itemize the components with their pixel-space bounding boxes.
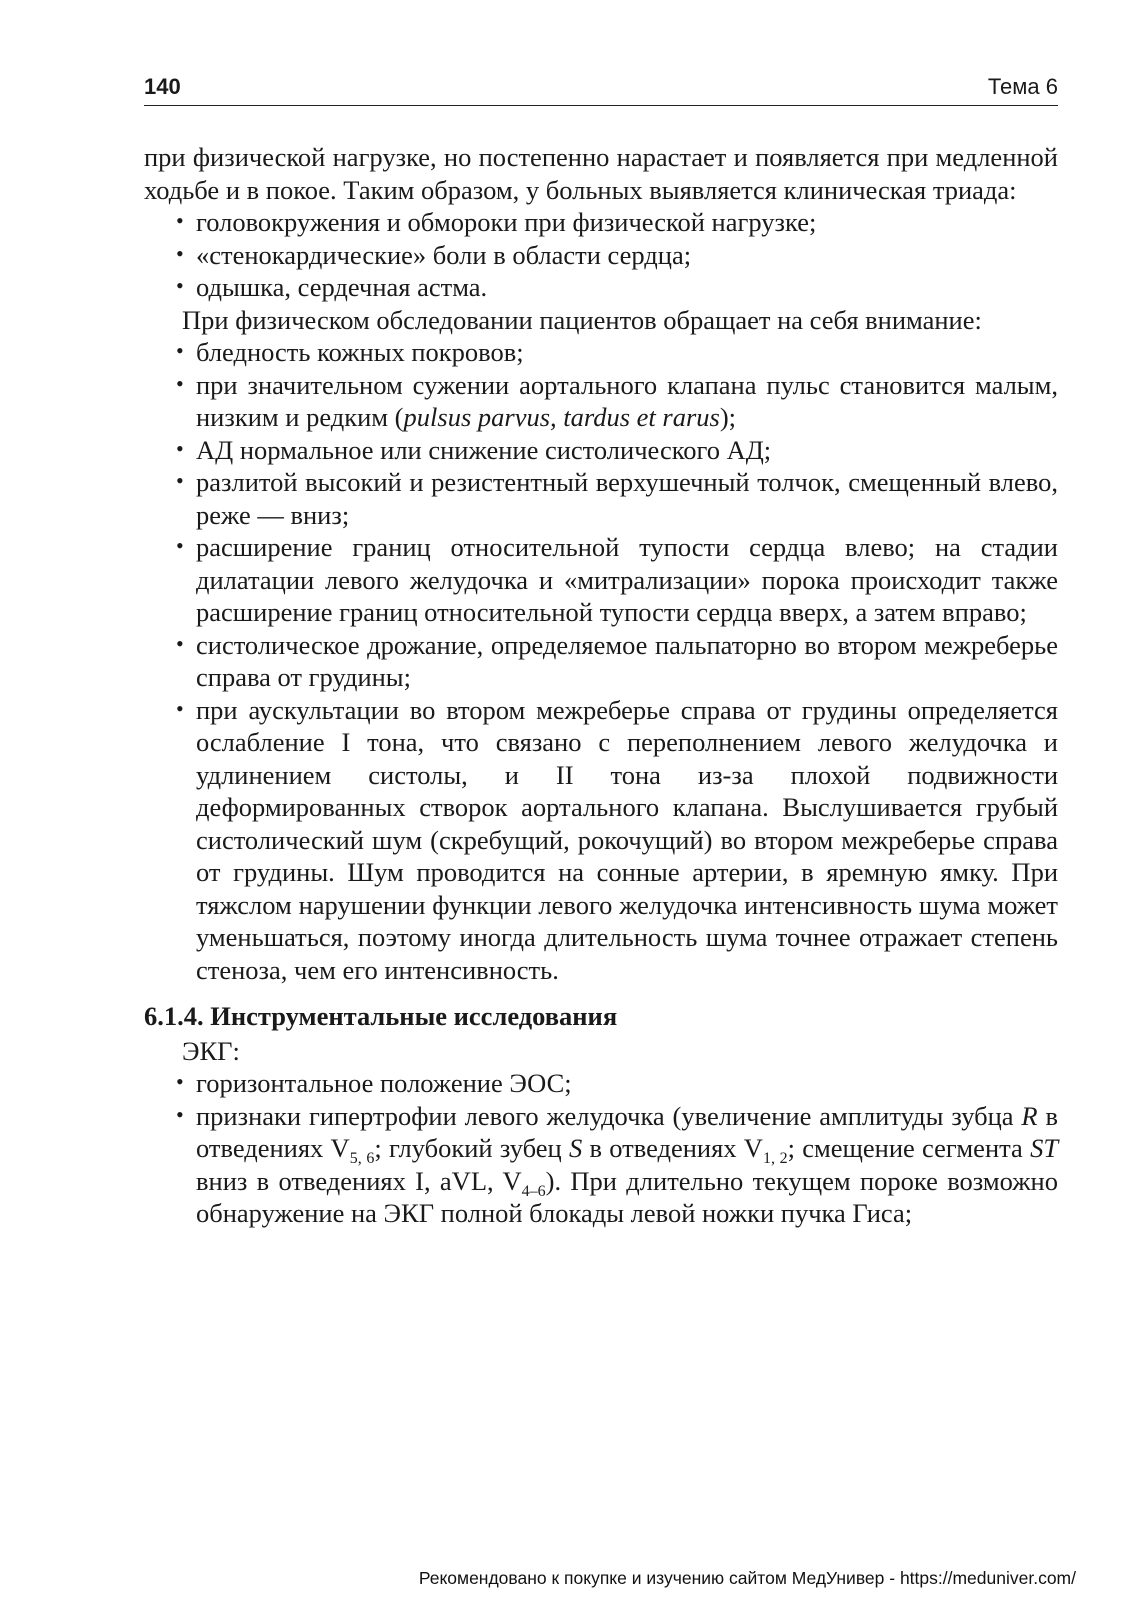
running-head: Тема 6 [987,74,1058,99]
exam-findings-list [144,336,1058,986]
list-item: • расширение границ относительной тупости сердца влево; на стадии дилатации левого желудочка и «митрализации» порока происходит также расширение границ относительной тупости сердца вверх, а затем вправо; [196,531,1058,629]
ecg-findings-list [144,1067,1058,1230]
list-item: • одышка, сердечная астма. [196,271,1058,304]
list-item: • систолическое дрожание, определяемое пальпаторно во втором межреберье справа от грудины; [196,629,1058,694]
page-header [144,72,1058,106]
intro-paragraph: при физической нагрузке, но постепенно нарастает и появляется при медленной ходьбе и в покое. Таким образом, у больных выявляется клиническая триада: [144,142,1058,205]
triad-list [144,206,1058,304]
list-item: • головокружения и обмороки при физической нагрузке; [196,206,1058,239]
section-heading: 6.1.4. Инструментальные исследования [144,1001,618,1031]
list-item: • горизонтальное положение ЭОС; [196,1067,1058,1100]
exam-paragraph: При физическом обследовании пациентов обращает на себя внимание: [182,304,982,335]
ecg-label: ЭКГ: [182,1035,240,1066]
list-item: • «стенокардические» боли в области сердца; [196,239,1058,272]
text-body [144,141,1058,1230]
list-item: • признаки гипертрофии левого желудочка (увеличение амплитуды зубца R в отведениях $V_{5, 6}$; глубокий зубец S в отведениях $V_{1, 2}$; смещение сегмента ST вниз в отведениях I, aVL, $V_{4-6}$). При длительно текущем пороке возможно обнаружение на ЭКГ полной блокады левой ножки пучка Гиса; [196,1100,1058,1230]
latin-term: pulsus parvus, tardus et rarus [403,402,720,432]
list-item: • бледность кожных покровов; [196,336,1058,369]
list-item: • АД нормальное или снижение систолического АД; [196,434,1058,467]
list-item: • при значительном сужении аортального клапана пульс становится малым, низким и редким (pulsus parvus, tardus et rarus); [196,369,1058,434]
page-number: 140 [144,74,181,99]
list-item: • разлитой высокий и резистентный верхушечный толчок, смещенный влево, реже — вниз; [196,466,1058,531]
list-item: • при аускультации во втором межреберье справа от грудины определяется ослабление I тона, что связано с переполнением левого желудочка и удлинением систолы, и II тона из-за плохой подвижности деформированных створок аортального клапана. Выслушивается грубый систолический шум (скребущий, рокочущий) во втором межреберье справа от грудины. Шум проводится на сонные артерии, в яремную ямку. При тяжслом нарушении функции левого желудочка интенсивность шума может уменьшаться, поэтому иногда длительность шума точнее отражает степень стеноза, чем его интенсивность. [196,694,1058,987]
footer-recommendation: Рекомендовано к покупке и изучению сайтом МедУнивер - https://meduniver.com/ [418,1568,1076,1588]
